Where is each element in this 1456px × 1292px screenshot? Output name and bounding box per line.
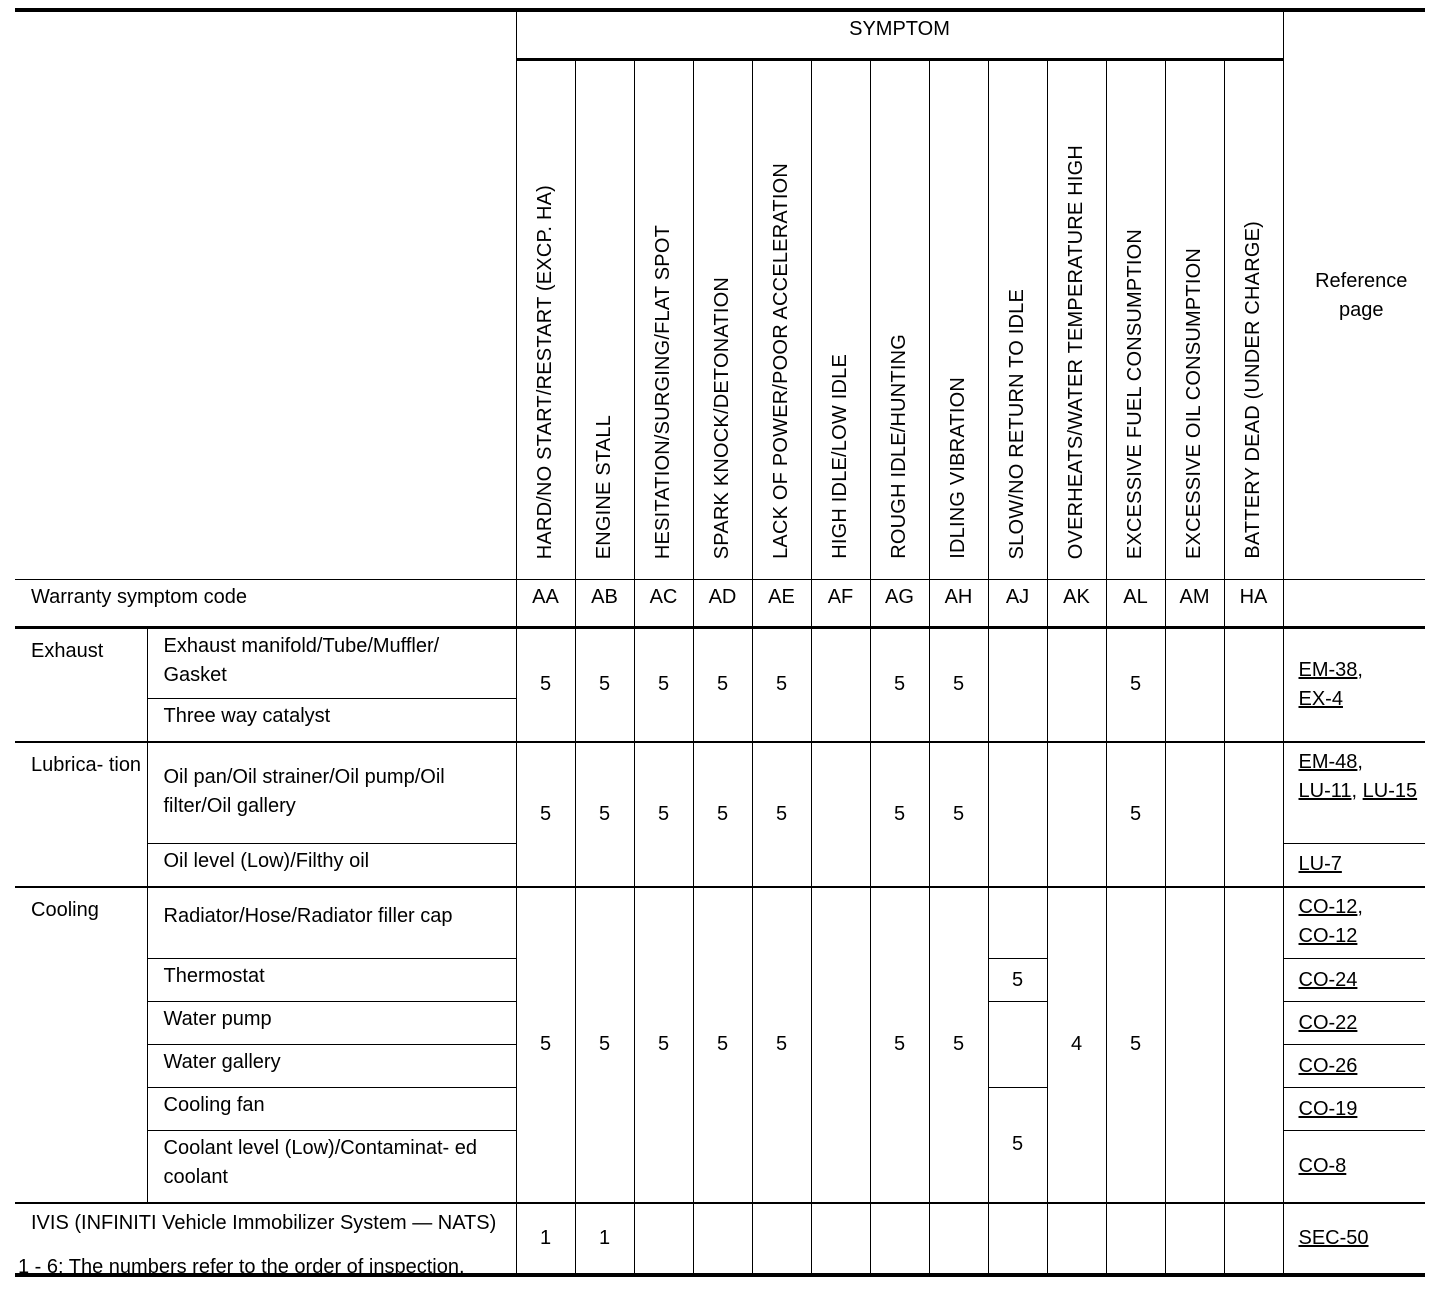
symptom-label: HARD/NO START/RESTART (EXCP. HA) — [534, 184, 556, 559]
code-cell: AB — [575, 580, 634, 628]
item-thermostat: Thermostat — [147, 959, 516, 1002]
value-cell-aj-radiator — [988, 887, 1047, 959]
symptom-header-ac — [634, 60, 693, 580]
warranty-code-row — [15, 580, 1425, 628]
footnote: 1 - 6: The numbers refer to the order of inspection. — [18, 1256, 465, 1278]
symptom-header-ha — [1224, 60, 1283, 580]
value-cell: 5 — [752, 628, 811, 742]
value-cell — [811, 887, 870, 1203]
ref-link-em38[interactable]: EM-38 — [1298, 658, 1358, 681]
code-cell: AD — [693, 580, 752, 628]
item-exhaust-manifold: Exhaust manifold/Tube/Muffler/ Gasket — [147, 628, 516, 699]
reference-page-title: Reference page — [1283, 10, 1425, 580]
ref-link-co8[interactable]: CO-8 — [1298, 1154, 1347, 1177]
ref-radiator: CO-12, CO-12 — [1283, 887, 1425, 959]
value-cell: 5 — [870, 628, 929, 742]
symptom-header-ak — [1047, 60, 1106, 580]
item-water-pump: Water pump — [147, 1002, 516, 1045]
item-coolant-level: Coolant level (Low)/Contaminat- ed coolant — [147, 1131, 516, 1203]
symptom-label: SPARK KNOCK/DETONATION — [711, 276, 733, 559]
value-cell: 5 — [575, 887, 634, 1203]
code-cell: AC — [634, 580, 693, 628]
ref-ivis — [1283, 1203, 1425, 1275]
value-cell: 5 — [634, 887, 693, 1203]
code-cell: AM — [1165, 580, 1224, 628]
value-cell-aj-fan-coolant: 5 — [988, 1088, 1047, 1203]
value-cell — [1224, 887, 1283, 1203]
symptom-label: ROUGH IDLE/HUNTING — [888, 334, 910, 559]
ref-thermostat — [1283, 959, 1425, 1002]
item-radiator: Radiator/Hose/Radiator filler cap — [147, 887, 516, 959]
symptom-header-ah — [929, 60, 988, 580]
code-cell: HA — [1224, 580, 1283, 628]
symptom-label: BATTERY DEAD (UNDER CHARGE) — [1242, 221, 1264, 559]
ref-link-lu11[interactable]: LU-11 — [1298, 779, 1352, 802]
exhaust-row-manifold — [15, 628, 1425, 699]
code-cell: AG — [870, 580, 929, 628]
header-corner — [15, 10, 516, 580]
value-cell — [988, 742, 1047, 887]
value-cell: 5 — [870, 887, 929, 1203]
group-cooling: Cooling — [15, 887, 147, 1203]
ref-coolant-level — [1283, 1131, 1425, 1203]
ref-link-co26[interactable]: CO-26 — [1298, 1054, 1358, 1077]
code-cell: AE — [752, 580, 811, 628]
symptom-label: OVERHEATS/WATER TEMPERATURE HIGH — [1065, 144, 1087, 559]
value-cell: 5 — [1106, 742, 1165, 887]
value-cell — [1165, 742, 1224, 887]
value-cell: 5 — [693, 742, 752, 887]
group-lubrication: Lubrica- tion — [15, 742, 147, 887]
symptom-table — [15, 8, 1425, 1277]
ref-link-sec50[interactable]: SEC-50 — [1298, 1226, 1369, 1249]
symptom-label: ENGINE STALL — [593, 414, 615, 559]
value-cell: 5 — [516, 628, 575, 742]
warranty-code-label: Warranty symptom code — [15, 580, 516, 628]
value-cell — [1165, 1203, 1224, 1275]
value-cell: 5 — [575, 628, 634, 742]
value-cell — [1165, 887, 1224, 1203]
symptom-header-al — [1106, 60, 1165, 580]
item-three-way-catalyst: Three way catalyst — [147, 699, 516, 742]
value-cell — [1165, 628, 1224, 742]
value-cell: 5 — [516, 742, 575, 887]
value-cell: 5 — [752, 742, 811, 887]
value-cell — [988, 1203, 1047, 1275]
symptom-label: EXCESSIVE OIL CONSUMPTION — [1183, 248, 1205, 559]
symptom-header-am — [1165, 60, 1224, 580]
value-cell — [1106, 1203, 1165, 1275]
value-cell — [752, 1203, 811, 1275]
ref-cooling-fan — [1283, 1088, 1425, 1131]
ref-link-co12[interactable]: CO-12 — [1298, 895, 1358, 918]
ref-water-gallery — [1283, 1045, 1425, 1088]
group-exhaust: Exhaust — [15, 628, 147, 742]
code-ref-blank — [1283, 580, 1425, 628]
ref-link-ex4[interactable]: EX-4 — [1298, 687, 1343, 710]
item-oil-pan: Oil pan/Oil strainer/Oil pump/Oil filter/Oil gallery — [147, 742, 516, 844]
value-cell — [988, 628, 1047, 742]
value-cell: 5 — [575, 742, 634, 887]
symptom-header-aj — [988, 60, 1047, 580]
symptom-label: HESITATION/SURGING/FLAT SPOT — [652, 224, 674, 559]
value-cell — [693, 1203, 752, 1275]
value-cell — [811, 742, 870, 887]
value-cell: 4 — [1047, 887, 1106, 1203]
item-water-gallery: Water gallery — [147, 1045, 516, 1088]
value-cell — [1224, 742, 1283, 887]
value-cell — [811, 628, 870, 742]
value-cell — [1224, 1203, 1283, 1275]
ref-exhaust: EM-38, EX-4 — [1283, 628, 1425, 742]
value-cell: 5 — [516, 887, 575, 1203]
symptom-header-ae — [752, 60, 811, 580]
ref-link-em48[interactable]: EM-48 — [1298, 750, 1358, 773]
symptom-label: SLOW/NO RETURN TO IDLE — [1006, 288, 1028, 559]
symptom-label: HIGH IDLE/LOW IDLE — [829, 354, 851, 559]
symptom-title: SYMPTOM — [516, 10, 1283, 60]
value-cell: 1 — [575, 1203, 634, 1275]
code-cell: AH — [929, 580, 988, 628]
value-cell-aj-thermostat: 5 — [988, 959, 1047, 1002]
symptom-header-aa — [516, 60, 575, 580]
ref-link-lu7[interactable]: LU-7 — [1298, 853, 1342, 876]
item-ivis: IVIS (INFINITI Vehicle Immobilizer System — NATS) — [15, 1203, 516, 1275]
value-cell: 5 — [634, 742, 693, 887]
value-cell — [634, 1203, 693, 1275]
code-cell: AL — [1106, 580, 1165, 628]
value-cell: 5 — [929, 742, 988, 887]
value-cell — [1047, 1203, 1106, 1275]
value-cell: 5 — [693, 628, 752, 742]
ref-link-co19[interactable]: CO-19 — [1298, 1097, 1358, 1120]
symptom-label: LACK OF POWER/POOR ACCELERATION — [770, 163, 792, 559]
symptom-label: IDLING VIBRATION — [947, 377, 969, 559]
symptom-label: EXCESSIVE FUEL CONSUMPTION — [1124, 228, 1146, 559]
value-cell: 5 — [693, 887, 752, 1203]
ref-link-lu15[interactable]: LU-15 — [1362, 779, 1418, 802]
item-oil-level: Oil level (Low)/Filthy oil — [147, 844, 516, 887]
ref-link-co12[interactable]: CO-12 — [1298, 924, 1358, 947]
symptom-header-af — [811, 60, 870, 580]
value-cell — [929, 1203, 988, 1275]
code-cell: AK — [1047, 580, 1106, 628]
value-cell — [1047, 742, 1106, 887]
code-cell: AF — [811, 580, 870, 628]
value-cell-aj-pump-gallery — [988, 1002, 1047, 1088]
symptom-header-ag — [870, 60, 929, 580]
lubrication-row-oilpan — [15, 742, 1425, 844]
symptom-header-ad — [693, 60, 752, 580]
value-cell: 5 — [752, 887, 811, 1203]
code-cell: AJ — [988, 580, 1047, 628]
ref-lubrication: EM-48, LU-11, LU-15 — [1283, 742, 1425, 844]
header-row-symptom — [15, 10, 1425, 60]
code-cell: AA — [516, 580, 575, 628]
ref-water-pump — [1283, 1002, 1425, 1045]
value-cell: 5 — [634, 628, 693, 742]
value-cell: 5 — [929, 887, 988, 1203]
value-cell: 5 — [1106, 628, 1165, 742]
ref-link-co22[interactable]: CO-22 — [1298, 1011, 1358, 1034]
ref-oil-level — [1283, 844, 1425, 887]
value-cell: 5 — [1106, 887, 1165, 1203]
value-cell — [870, 1203, 929, 1275]
value-cell: 5 — [929, 628, 988, 742]
value-cell: 1 — [516, 1203, 575, 1275]
cooling-row-radiator — [15, 887, 1425, 959]
ref-link-co24[interactable]: CO-24 — [1298, 968, 1358, 991]
value-cell: 5 — [870, 742, 929, 887]
value-cell — [1047, 628, 1106, 742]
value-cell — [811, 1203, 870, 1275]
item-cooling-fan: Cooling fan — [147, 1088, 516, 1131]
value-cell — [1224, 628, 1283, 742]
symptom-header-ab — [575, 60, 634, 580]
